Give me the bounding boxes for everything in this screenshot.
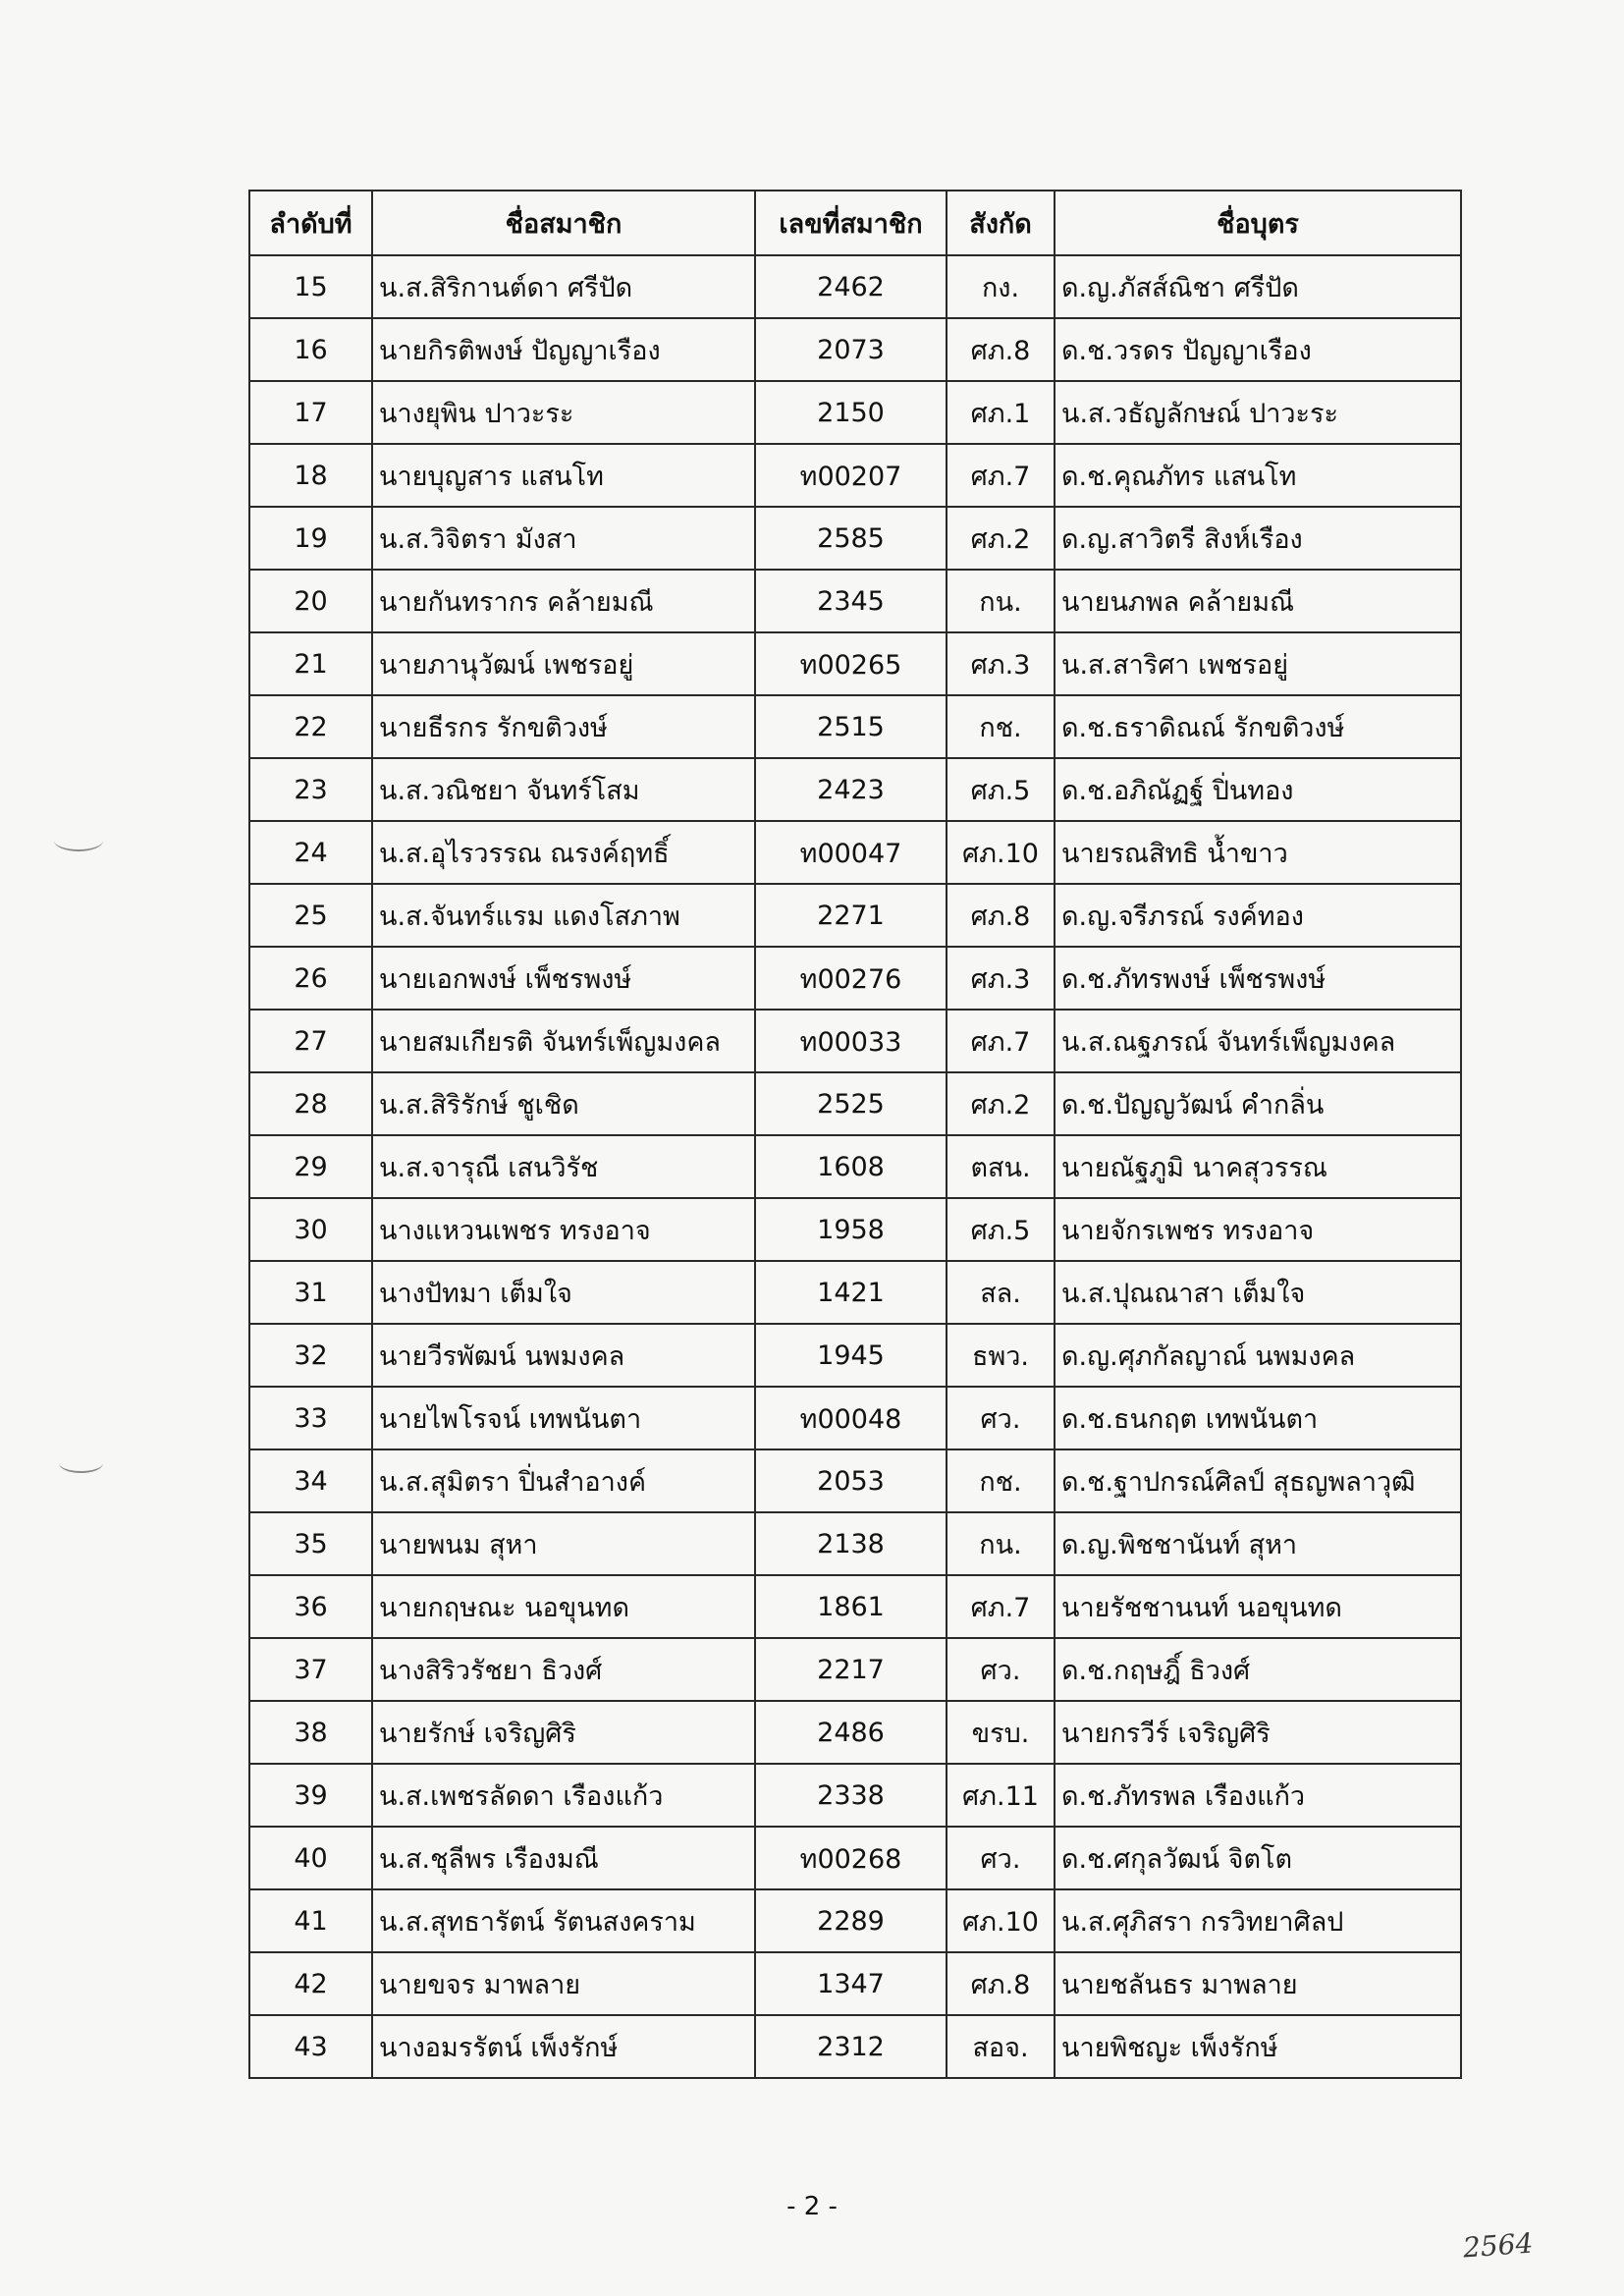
cell-unit: สล. (947, 1261, 1055, 1324)
cell-child-name: น.ส.วธัญลักษณ์ ปาวะระ (1055, 381, 1461, 444)
table-row (249, 695, 1461, 758)
cell-member-id: 1945 (755, 1324, 947, 1387)
cell-member-id: ท00033 (755, 1010, 947, 1072)
cell-member-id: 2150 (755, 381, 947, 444)
cell-child-name: ด.ญ.จรีภรณ์ รงค์ทอง (1055, 884, 1461, 947)
cell-unit: ศภ.2 (947, 1072, 1055, 1135)
cell-child-name: ด.ช.ปัญญวัฒน์ คำกลิ่น (1055, 1072, 1461, 1135)
table-row (249, 1827, 1461, 1889)
cell-order: 34 (249, 1449, 372, 1512)
cell-unit: ศภ.10 (947, 821, 1055, 884)
cell-member-name: น.ส.จันทร์แรม แดงโสภาพ (372, 884, 755, 947)
cell-child-name: ด.ช.คุณภัทร แสนโท (1055, 444, 1461, 507)
table-row (249, 1135, 1461, 1198)
cell-member-name: นายสมเกียรติ จันทร์เพ็ญมงคล (372, 1010, 755, 1072)
cell-child-name: ด.ญ.พิชชานันท์ สุหา (1055, 1512, 1461, 1575)
cell-order: 41 (249, 1889, 372, 1952)
cell-member-id: 1347 (755, 1952, 947, 2015)
cell-member-name: น.ส.เพชรลัดดา เรืองแก้ว (372, 1764, 755, 1827)
table-row (249, 1449, 1461, 1512)
cell-member-id: ท00207 (755, 444, 947, 507)
cell-child-name: ด.ช.ธราดิณณ์ รักขติวงษ์ (1055, 695, 1461, 758)
header-member-name: ชื่อสมาชิก (372, 191, 755, 255)
cell-unit: ศว. (947, 1638, 1055, 1701)
cell-member-name: นายรักษ์ เจริญศิริ (372, 1701, 755, 1764)
table-row (249, 1198, 1461, 1261)
cell-unit: ศภ.8 (947, 1952, 1055, 2015)
cell-order: 28 (249, 1072, 372, 1135)
cell-member-id: 2525 (755, 1072, 947, 1135)
cell-unit: ศภ.10 (947, 1889, 1055, 1952)
page-number: - 2 - (786, 2192, 838, 2221)
table-row (249, 570, 1461, 632)
scan-edge-mark-1 (54, 830, 103, 851)
cell-order: 16 (249, 318, 372, 381)
table-body (249, 255, 1461, 2078)
table-row (249, 1072, 1461, 1135)
cell-member-id: ท00276 (755, 947, 947, 1010)
cell-member-id: 2271 (755, 884, 947, 947)
cell-unit: ศภ.1 (947, 381, 1055, 444)
table-row (249, 507, 1461, 570)
cell-unit: สอจ. (947, 2015, 1055, 2078)
header-unit: สังกัด (947, 191, 1055, 255)
table-row (249, 758, 1461, 821)
cell-order: 17 (249, 381, 372, 444)
scan-edge-mark-2 (59, 1453, 103, 1473)
cell-child-name: ด.ญ.ศุภกัลญาณ์ นพมงคล (1055, 1324, 1461, 1387)
cell-member-id: 1608 (755, 1135, 947, 1198)
cell-unit: ศภ.7 (947, 1010, 1055, 1072)
cell-member-name: น.ส.สุทธารัตน์ รัตนสงคราม (372, 1889, 755, 1952)
cell-member-name: นายเอกพงษ์ เพ็ชรพงษ์ (372, 947, 755, 1010)
cell-member-id: 2138 (755, 1512, 947, 1575)
cell-member-name: นายพนม สุหา (372, 1512, 755, 1575)
cell-child-name: นายรณสิทธิ น้ำขาว (1055, 821, 1461, 884)
cell-child-name: ด.ช.วรดร ปัญญาเรือง (1055, 318, 1461, 381)
cell-unit: ศภ.7 (947, 1575, 1055, 1638)
cell-unit: ศภ.3 (947, 632, 1055, 695)
cell-member-name: นางสิริวรัชยา ธิวงศ์ (372, 1638, 755, 1701)
cell-unit: ศภ.8 (947, 318, 1055, 381)
cell-member-name: นายภานุวัฒน์ เพชรอยู่ (372, 632, 755, 695)
cell-order: 29 (249, 1135, 372, 1198)
cell-unit: กช. (947, 1449, 1055, 1512)
cell-member-id: 2289 (755, 1889, 947, 1952)
cell-member-id: 2585 (755, 507, 947, 570)
cell-order: 30 (249, 1198, 372, 1261)
table-row (249, 884, 1461, 947)
cell-member-id: 2073 (755, 318, 947, 381)
table-row (249, 1324, 1461, 1387)
cell-order: 18 (249, 444, 372, 507)
cell-unit: ธพว. (947, 1324, 1055, 1387)
cell-unit: ศภ.3 (947, 947, 1055, 1010)
cell-unit: ขรบ. (947, 1701, 1055, 1764)
table-row (249, 632, 1461, 695)
cell-unit: กง. (947, 255, 1055, 318)
cell-order: 20 (249, 570, 372, 632)
cell-member-name: น.ส.สิริรักษ์ ชูเชิด (372, 1072, 755, 1135)
table-row (249, 1261, 1461, 1324)
cell-child-name: นายชลันธร มาพลาย (1055, 1952, 1461, 2015)
cell-order: 37 (249, 1638, 372, 1701)
cell-member-name: นางยุพิน ปาวะระ (372, 381, 755, 444)
cell-member-id: 2053 (755, 1449, 947, 1512)
cell-member-id: 2423 (755, 758, 947, 821)
table-row (249, 1764, 1461, 1827)
cell-member-name: นายไพโรจน์ เทพนันตา (372, 1387, 755, 1449)
table-row (249, 821, 1461, 884)
member-table (248, 190, 1462, 2079)
cell-member-name: นายวีรพัฒน์ นพมงคล (372, 1324, 755, 1387)
table-row (249, 947, 1461, 1010)
cell-child-name: น.ส.ศุภิสรา กรวิทยาศิลป (1055, 1889, 1461, 1952)
cell-child-name: ด.ช.ภัทรพงษ์ เพ็ชรพงษ์ (1055, 947, 1461, 1010)
cell-order: 19 (249, 507, 372, 570)
cell-order: 24 (249, 821, 372, 884)
cell-member-name: น.ส.วิจิตรา มังสา (372, 507, 755, 570)
cell-child-name: นายกรวีร์ เจริญศิริ (1055, 1701, 1461, 1764)
cell-member-id: 2515 (755, 695, 947, 758)
cell-child-name: ด.ช.ธนกฤต เทพนันตา (1055, 1387, 1461, 1449)
table-row (249, 255, 1461, 318)
cell-member-name: นางแหวนเพชร ทรงอาจ (372, 1198, 755, 1261)
cell-member-name: นายขจร มาพลาย (372, 1952, 755, 2015)
cell-unit: กน. (947, 570, 1055, 632)
cell-member-id: 1421 (755, 1261, 947, 1324)
cell-order: 33 (249, 1387, 372, 1449)
cell-unit: ศภ.11 (947, 1764, 1055, 1827)
cell-child-name: นายจักรเพชร ทรงอาจ (1055, 1198, 1461, 1261)
table-row (249, 1512, 1461, 1575)
cell-member-id: ท00268 (755, 1827, 947, 1889)
cell-member-name: น.ส.อุไรวรรณ ณรงค์ฤทธิ์ (372, 821, 755, 884)
table-row (249, 318, 1461, 381)
cell-order: 23 (249, 758, 372, 821)
cell-unit: ศภ.5 (947, 758, 1055, 821)
table-row (249, 381, 1461, 444)
cell-member-id: 2312 (755, 2015, 947, 2078)
cell-unit: ศภ.8 (947, 884, 1055, 947)
table-row (249, 1387, 1461, 1449)
table-row (249, 1575, 1461, 1638)
cell-member-id: 2345 (755, 570, 947, 632)
cell-member-id: ท00047 (755, 821, 947, 884)
cell-child-name: ด.ช.ภัทรพล เรืองแก้ว (1055, 1764, 1461, 1827)
cell-order: 40 (249, 1827, 372, 1889)
cell-order: 27 (249, 1010, 372, 1072)
cell-child-name: น.ส.สาริศา เพชรอยู่ (1055, 632, 1461, 695)
handwritten-note: 2564 (1461, 2226, 1535, 2265)
cell-member-name: น.ส.ชุลีพร เรืองมณี (372, 1827, 755, 1889)
cell-member-name: นางอมรรัตน์ เพ็งรักษ์ (372, 2015, 755, 2078)
cell-unit: ศภ.7 (947, 444, 1055, 507)
cell-child-name: นายนภพล คล้ายมณี (1055, 570, 1461, 632)
cell-child-name: ด.ช.ฐาปกรณ์ศิลป์ สุธญพลาวุฒิ (1055, 1449, 1461, 1512)
cell-child-name: น.ส.ณฐภรณ์ จันทร์เพ็ญมงคล (1055, 1010, 1461, 1072)
cell-unit: ศภ.5 (947, 1198, 1055, 1261)
cell-member-name: นายบุญสาร แสนโท (372, 444, 755, 507)
cell-member-id: 2462 (755, 255, 947, 318)
cell-order: 42 (249, 1952, 372, 2015)
cell-order: 22 (249, 695, 372, 758)
cell-order: 21 (249, 632, 372, 695)
cell-unit: กช. (947, 695, 1055, 758)
cell-order: 25 (249, 884, 372, 947)
cell-unit: ศว. (947, 1827, 1055, 1889)
cell-child-name: ด.ช.กฤษฎิ์ ธิวงศ์ (1055, 1638, 1461, 1701)
cell-member-id: 2486 (755, 1701, 947, 1764)
cell-unit: ตสน. (947, 1135, 1055, 1198)
cell-child-name: ด.ญ.ภัสส์ณิชา ศรีปัด (1055, 255, 1461, 318)
header-order: ลำดับที่ (249, 191, 372, 255)
cell-member-id: 2338 (755, 1764, 947, 1827)
cell-order: 43 (249, 2015, 372, 2078)
table-row (249, 444, 1461, 507)
cell-child-name: นายณัฐภูมิ นาคสุวรรณ (1055, 1135, 1461, 1198)
table-row (249, 1701, 1461, 1764)
table-row (249, 1010, 1461, 1072)
header-member-id: เลขที่สมาชิก (755, 191, 947, 255)
cell-child-name: ด.ช.ศกุลวัฒน์ จิตโต (1055, 1827, 1461, 1889)
table-row (249, 1638, 1461, 1701)
cell-member-name: น.ส.วณิชยา จันทร์โสม (372, 758, 755, 821)
cell-member-id: ท00265 (755, 632, 947, 695)
cell-child-name: ด.ช.อภิณัฏฐ์ ปิ่นทอง (1055, 758, 1461, 821)
cell-member-name: นายกิรติพงษ์ ปัญญาเรือง (372, 318, 755, 381)
cell-order: 39 (249, 1764, 372, 1827)
cell-member-id: ท00048 (755, 1387, 947, 1449)
cell-order: 38 (249, 1701, 372, 1764)
cell-child-name: นายรัชชานนท์ นอขุนทด (1055, 1575, 1461, 1638)
table-header-row (249, 191, 1461, 255)
table-row (249, 2015, 1461, 2078)
cell-child-name: น.ส.ปุณณาสา เต็มใจ (1055, 1261, 1461, 1324)
cell-unit: ศว. (947, 1387, 1055, 1449)
cell-order: 32 (249, 1324, 372, 1387)
cell-member-name: นายธีรกร รักขติวงษ์ (372, 695, 755, 758)
cell-member-name: นางปัทมา เต็มใจ (372, 1261, 755, 1324)
cell-member-name: นายกันทรากร คล้ายมณี (372, 570, 755, 632)
cell-member-name: น.ส.จารุณี เสนวิรัช (372, 1135, 755, 1198)
cell-unit: ศภ.2 (947, 507, 1055, 570)
cell-unit: กน. (947, 1512, 1055, 1575)
cell-member-name: นายกฤษณะ นอขุนทด (372, 1575, 755, 1638)
cell-member-id: 2217 (755, 1638, 947, 1701)
cell-order: 35 (249, 1512, 372, 1575)
cell-order: 26 (249, 947, 372, 1010)
cell-member-id: 1861 (755, 1575, 947, 1638)
cell-member-name: น.ส.สุมิตรา ปิ่นสำอางค์ (372, 1449, 755, 1512)
cell-order: 15 (249, 255, 372, 318)
table-row (249, 1952, 1461, 2015)
cell-member-name: น.ส.สิริกานต์ดา ศรีปัด (372, 255, 755, 318)
cell-child-name: ด.ญ.สาวิตรี สิงห์เรือง (1055, 507, 1461, 570)
header-child-name: ชื่อบุตร (1055, 191, 1461, 255)
cell-child-name: นายพิชญะ เพ็งรักษ์ (1055, 2015, 1461, 2078)
cell-member-id: 1958 (755, 1198, 947, 1261)
cell-order: 36 (249, 1575, 372, 1638)
table-row (249, 1889, 1461, 1952)
cell-order: 31 (249, 1261, 372, 1324)
